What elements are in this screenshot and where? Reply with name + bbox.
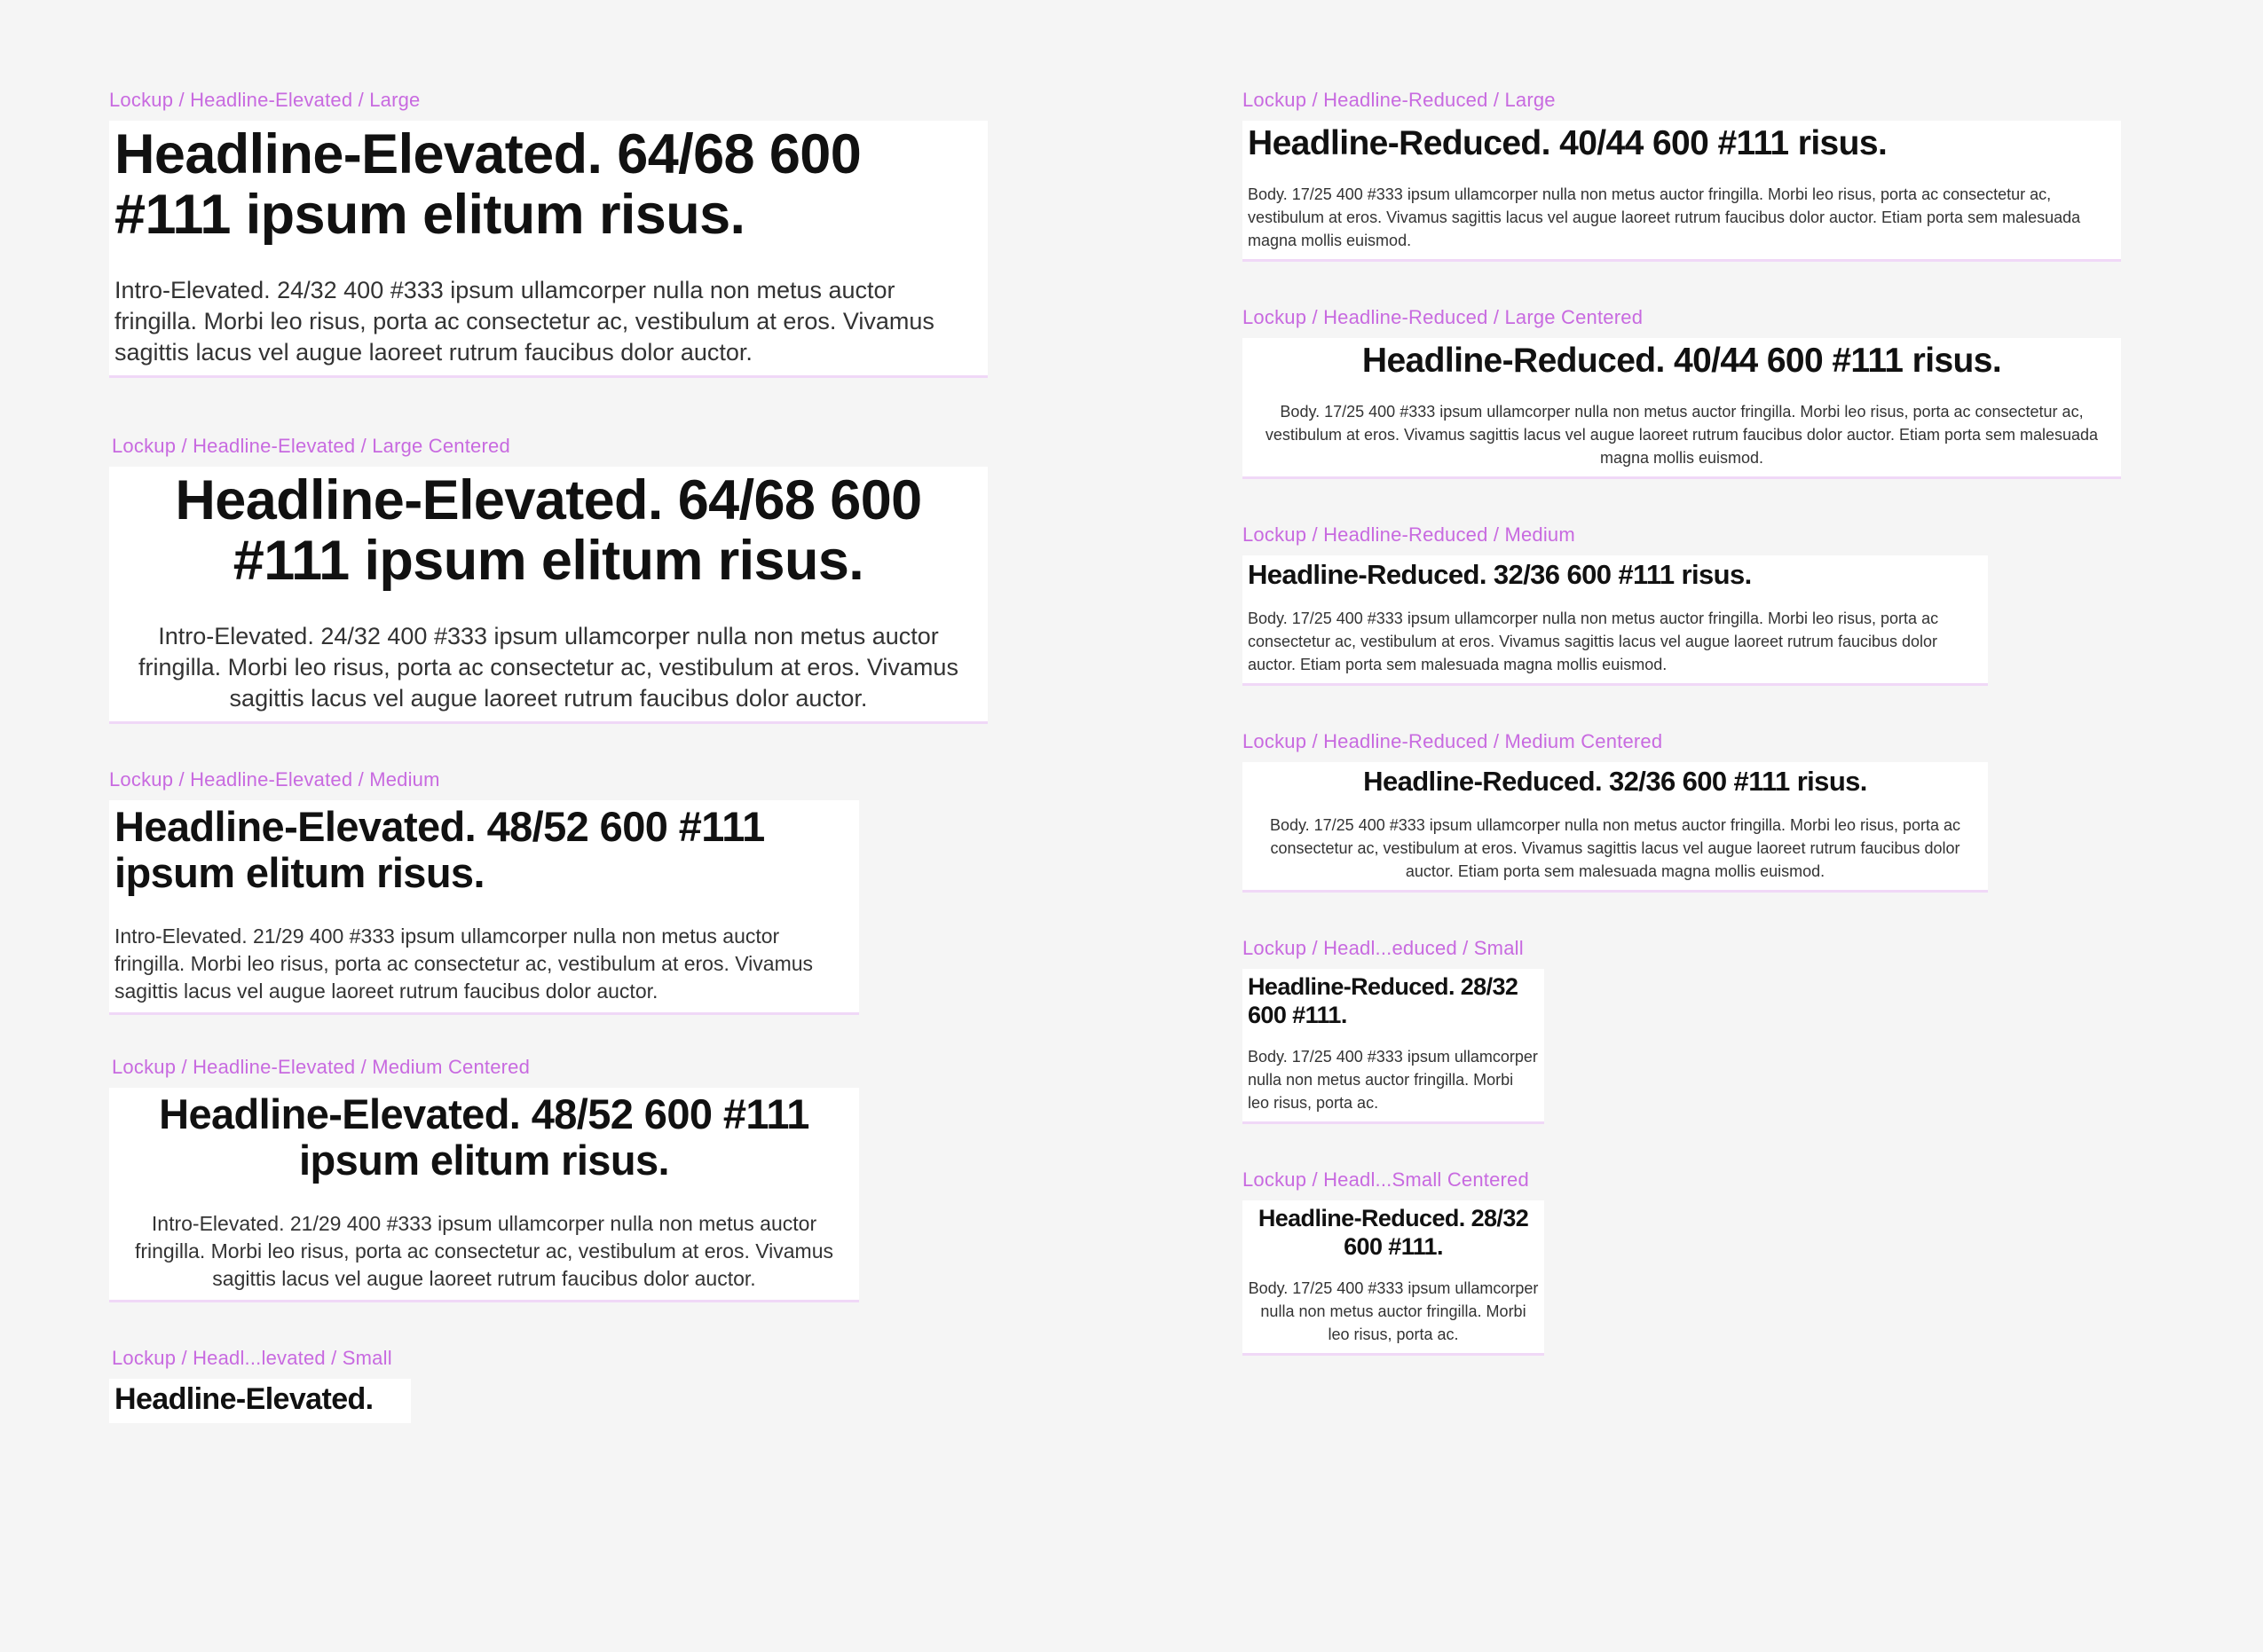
lockup-reduced-large: [1242, 89, 2219, 262]
body-text: Intro-Elevated. 24/32 400 #333 ipsum ullamcorper nulla non metus auctor fringilla. Morbi leo risus, porta ac consectetur ac, vestibulum at eros. Vivamus sagittis lacus vel augue laoreet rutrum faucibus dolor auctor.: [114, 277, 934, 366]
headline-text: Headline-Reduced. 40/44 600 #111 risus.: [1361, 342, 2002, 380]
headline-text: Headline-Elevated.: [114, 1382, 374, 1416]
headline-text: Headline-Reduced. 28/32 600 #111.: [1248, 973, 1518, 1028]
lockup-elevated-medium: [109, 768, 1085, 1015]
column-reduced: [1242, 0, 2219, 1356]
body-text: Body. 17/25 400 #333 ipsum ullamcorper nulla non metus auctor fringilla. Morbi leo risus, porta ac.: [1248, 1279, 1539, 1343]
lockup-label: Lockup / Headl...Small Centered: [1242, 1168, 1529, 1191]
headline-text: Headline-Reduced. 32/36 600 #111 risus.: [1248, 559, 1752, 590]
headline-text: Headline-Reduced. 28/32 600 #111.: [1258, 1205, 1529, 1260]
body-text: Body. 17/25 400 #333 ipsum ullamcorper nulla non metus auctor fringilla. Morbi leo risus, porta ac consectetur ac, vestibulum at eros. Vivamus sagittis lacus vel augue laoreet rutrum faucibus dolor auctor. Etiam porta sem malesuada magna mollis euismod.: [1265, 403, 2099, 467]
lockup-card: [109, 467, 988, 724]
lockup-label: Lockup / Headline-Elevated / Medium: [109, 768, 440, 791]
lockup-label: Lockup / Headline-Reduced / Large: [1242, 89, 1556, 111]
body-text: Body. 17/25 400 #333 ipsum ullamcorper nulla non metus auctor fringilla. Morbi leo risus, porta ac consectetur ac, vestibulum at eros. Vivamus sagittis lacus vel augue laoreet rutrum faucibus dolor auctor. Etiam porta sem malesuada magna mollis euismod.: [1248, 185, 2081, 249]
column-elevated: [109, 0, 1085, 1423]
lockup-card: [109, 1379, 411, 1423]
lockup-label: Lockup / Headl...levated / Small: [112, 1347, 392, 1369]
headline-text: Headline-Reduced. 32/36 600 #111 risus.: [1363, 766, 1867, 797]
lockup-elevated-large: [109, 89, 1085, 378]
lockup-label: Lockup / Headline-Elevated / Large: [109, 89, 421, 111]
lockup-reduced-small: [1242, 937, 2219, 1124]
body-text: Intro-Elevated. 21/29 400 #333 ipsum ullamcorper nulla non metus auctor fringilla. Morbi leo risus, porta ac consectetur ac, vestibulum at eros. Vivamus sagittis lacus vel augue laoreet rutrum faucibus dolor auctor.: [134, 1212, 834, 1290]
lockup-label: Lockup / Headline-Reduced / Medium Centered: [1242, 730, 1663, 752]
lockup-reduced-medium: [1242, 523, 2219, 686]
lockup-card: [1242, 338, 2121, 479]
lockup-elevated-small: [109, 1347, 1085, 1423]
body-text: Body. 17/25 400 #333 ipsum ullamcorper nulla non metus auctor fringilla. Morbi leo risus, porta ac consectetur ac, vestibulum at eros. Vivamus sagittis lacus vel augue laoreet rutrum faucibus dolor auctor. Etiam porta sem malesuada magna mollis euismod.: [1269, 816, 1961, 880]
lockup-card: [1242, 555, 1988, 686]
headline-text: Headline-Reduced. 40/44 600 #111 risus.: [1248, 124, 1888, 162]
lockup-label: Lockup / Headline-Elevated / Medium Centered: [112, 1056, 531, 1078]
lockup-label: Lockup / Headline-Reduced / Large Centered: [1242, 306, 1644, 328]
body-text: Body. 17/25 400 #333 ipsum ullamcorper nulla non metus auctor fringilla. Morbi leo risus, porta ac consectetur ac, vestibulum at eros. Vivamus sagittis lacus vel augue laoreet rutrum faucibus dolor auctor. Etiam porta sem malesuada magna mollis euismod.: [1248, 610, 1939, 673]
lockup-reduced-medium-centered: [1242, 730, 2219, 893]
headline-text: Headline-Elevated. 48/52 600 #111 ipsum elitum risus.: [159, 1090, 809, 1184]
lockup-reduced-small-centered: [1242, 1168, 2219, 1356]
lockup-elevated-large-centered: [109, 435, 1085, 724]
lockup-card: [1242, 1200, 1544, 1356]
lockup-card: [109, 1088, 859, 1302]
lockup-elevated-medium-centered: [109, 1056, 1085, 1302]
body-text: Body. 17/25 400 #333 ipsum ullamcorper nulla non metus auctor fringilla. Morbi leo risus, porta ac.: [1248, 1048, 1538, 1112]
headline-text: Headline-Elevated. 64/68 600 #111 ipsum elitum risus.: [175, 469, 922, 592]
body-text: Intro-Elevated. 24/32 400 #333 ipsum ullamcorper nulla non metus auctor fringilla. Morbi leo risus, porta ac consectetur ac, vestibulum at eros. Vivamus sagittis lacus vel augue laoreet rutrum faucibus dolor auctor.: [138, 623, 958, 712]
lockup-label: Lockup / Headline-Reduced / Medium: [1242, 523, 1575, 546]
body-text: Intro-Elevated. 21/29 400 #333 ipsum ullamcorper nulla non metus auctor fringilla. Morbi leo risus, porta ac consectetur ac, vestibulum at eros. Vivamus sagittis lacus vel augue laoreet rutrum faucibus dolor auctor.: [114, 924, 814, 1003]
lockup-card: [1242, 969, 1544, 1124]
lockup-label: Lockup / Headline-Elevated / Large Centered: [112, 435, 510, 457]
lockup-card: [1242, 762, 1988, 893]
lockup-card: [109, 800, 859, 1015]
lockup-reduced-large-centered: [1242, 306, 2219, 479]
lockup-card: [1242, 121, 2121, 262]
lockup-card: [109, 121, 988, 378]
headline-text: Headline-Elevated. 64/68 600 #111 ipsum elitum risus.: [114, 123, 862, 246]
lockup-label: Lockup / Headl...educed / Small: [1242, 937, 1524, 959]
headline-text: Headline-Elevated. 48/52 600 #111 ipsum elitum risus.: [114, 803, 765, 896]
